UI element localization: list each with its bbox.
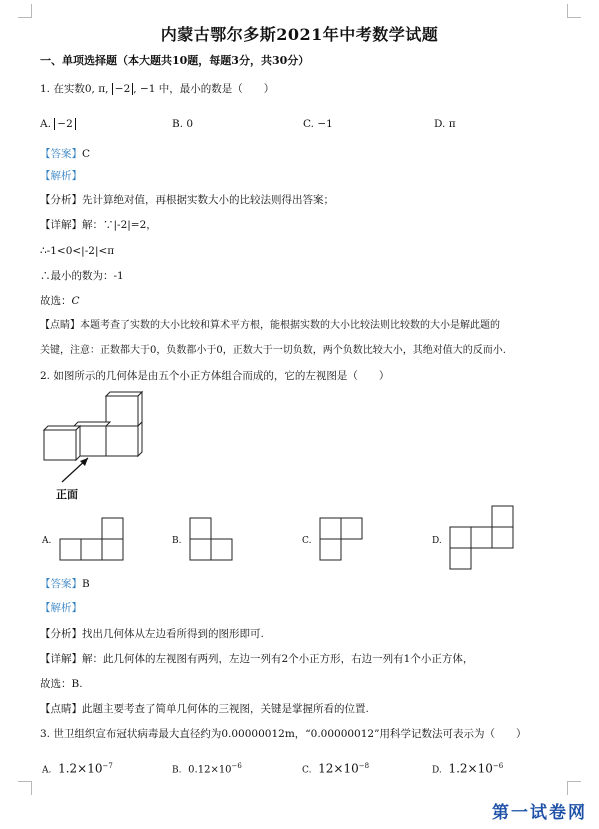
q1-answer: 【答案】C xyxy=(40,148,91,160)
q2-stem: 2. 如图所示的几何体是由五个小正方体组合而成的，它的左视图是（ ） xyxy=(40,370,390,382)
q3-option-c: C. $12\times 10^{-8}$ xyxy=(302,761,370,776)
q1-analysis-tag: 【解析】 xyxy=(40,170,82,182)
q2-dianjing: 【点睛】此题主要考查了简单几何体的三视图，关键是掌握所看的位置. xyxy=(40,703,369,715)
q3-option-b: B. $0.12\times 10^{-6}$ xyxy=(172,762,242,776)
crop-mark-bottom-right xyxy=(567,781,581,795)
section-heading: 一、单项选择题（本大题共10题，每题3分，共30分） xyxy=(40,54,310,67)
q2-xiangjie: 【详解】解：此几何体的左视图有两列，左边一列有2个小正方形，右边一列有1个小正方体， xyxy=(40,653,474,665)
q2-analysis-tag: 【解析】 xyxy=(40,602,82,614)
q2-option-d-figure[interactable] xyxy=(447,505,519,571)
q2-option-c-label: C. xyxy=(302,536,312,546)
q2-answer: 【答案】B xyxy=(40,578,90,590)
q2-option-a-figure[interactable] xyxy=(58,517,128,561)
q1-fenxi: 【分析】先计算绝对值，再根据实数大小的比较法则得出答案； xyxy=(40,194,334,206)
crop-mark-top-right xyxy=(567,4,581,18)
q1-xiangjie: 【详解】解：∵|-2|=2， xyxy=(40,219,157,231)
q3-option-a: A. $1.2\times 10^{-7}$ xyxy=(42,761,113,776)
q1-dianjing-line1: 【点睛】本题考查了实数的大小比较和算术平方根，能根据实数的大小比较法则比较数的大小是解此题的 xyxy=(40,320,500,331)
front-view-label: 正面 xyxy=(56,488,78,501)
q1-option-b: B. 0 xyxy=(172,118,194,130)
q1-option-c: C. −1 xyxy=(303,118,333,130)
q2-option-b-figure[interactable] xyxy=(188,517,238,561)
q1-step1: ∴-1<0<|-2|<π xyxy=(40,245,115,257)
q2-option-b-label: B. xyxy=(172,536,182,546)
q3-stem: 3. 世卫组织宣布冠状病毒最大直径约为0.00000012m，“0.00000012”用科学记数法可表示为（ ） xyxy=(40,728,527,740)
crop-mark-bottom-left xyxy=(18,781,32,795)
q1-dianjing-line2: 关键，注意：正数都大于0，负数都小于0，正数大于一切负数，两个负数比较大小，其绝对值大的反而小. xyxy=(40,345,506,356)
q2-conclusion: 故选：B. xyxy=(40,678,83,690)
q1-conclusion: 故选：C xyxy=(40,295,80,307)
q3-option-d: D. $1.2\times 10^{-6}$ xyxy=(432,761,504,776)
q2-option-a-label: A. xyxy=(42,536,52,546)
q1-step2: ∴最小的数为：-1 xyxy=(40,270,124,282)
crop-mark-top-left xyxy=(18,4,32,18)
site-watermark: 第一试卷网 xyxy=(492,803,587,823)
page-title: 内蒙古鄂尔多斯2021年中考数学试题 xyxy=(160,25,439,44)
q2-option-d-label: D. xyxy=(432,536,442,546)
q1-option-d: D. π xyxy=(434,118,456,130)
q1-option-a: A. −2 xyxy=(40,117,76,131)
q1-stem: 1. 在实数0, π, −2 , −1 中，最小的数是（ ） xyxy=(40,83,275,95)
q2-fenxi: 【分析】找出几何体从左边看所得到的图形即可. xyxy=(40,628,264,640)
q2-option-c-figure[interactable] xyxy=(318,517,368,561)
